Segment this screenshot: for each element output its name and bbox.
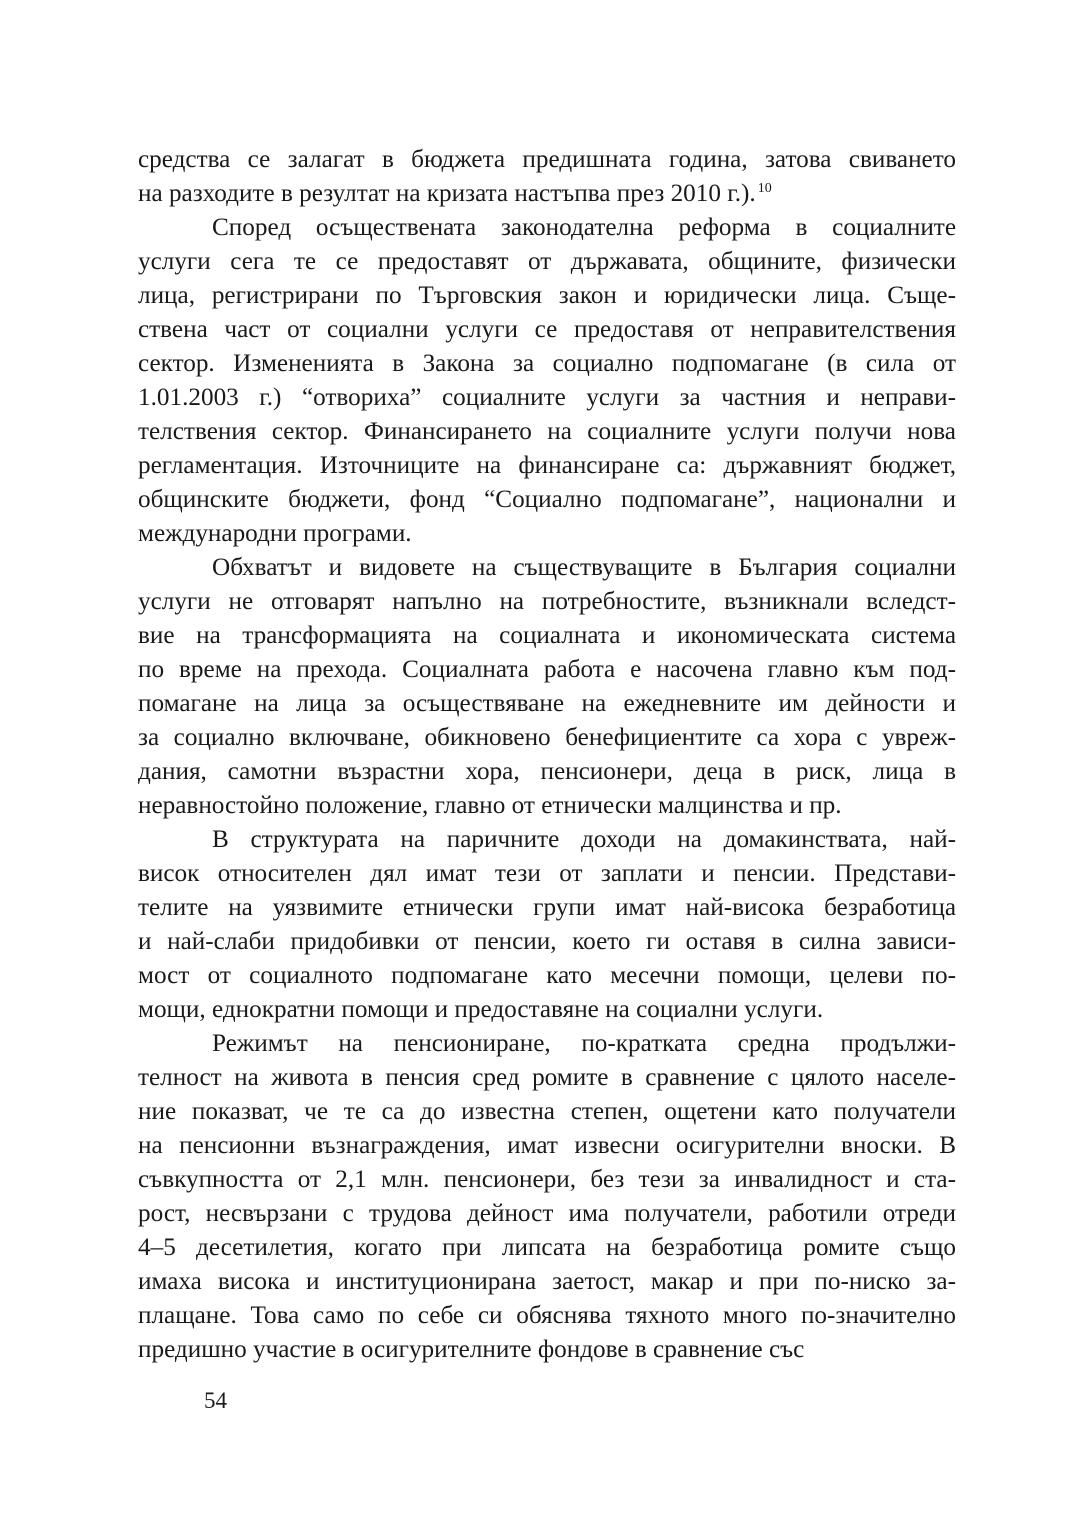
text-line: телите на уязвимите етнически групи имат най-висока безработица <box>138 894 956 921</box>
paragraph <box>138 143 956 211</box>
body-text <box>138 143 956 1367</box>
text-line: ние показват, че те са до известна степен, ощетени като получатели <box>138 1098 956 1125</box>
text-line: Според осъществената законодателна реформа в социалните <box>212 214 956 241</box>
text-line: регламентация. Източниците на финансиране са: държавният бюджет, <box>138 452 956 479</box>
text-line: на разходите в резултат на кризата настъпва през 2010 г.). $^{10}$ <box>138 180 772 207</box>
text-line: висок относителен дял имат тези от заплати и пенсии. Представи- <box>138 860 956 887</box>
paragraph <box>138 211 956 551</box>
text-line: дания, самотни възрастни хора, пенсионери, деца в риск, лица в <box>138 758 956 785</box>
text-line: рост, несвързани с трудова дейност има получатели, работили отреди <box>138 1200 956 1227</box>
text-line: телност на живота в пенсия сред ромите в сравнение с цялото населе- <box>138 1064 956 1091</box>
text-line: Обхватът и видовете на съществуващите в България социални <box>212 554 956 581</box>
text-line: за социално включване, обикновено бенефициентите са хора с увреж- <box>138 724 956 751</box>
text-line: съвкупността от 2,1 млн. пенсионери, без тези за инвалидност и ста- <box>138 1166 956 1193</box>
text-line: В структурата на паричните доходи на домакинствата, най- <box>212 826 956 853</box>
text-line: и най-слаби придобивки от пенсии, което ги оставя в силна зависи- <box>138 928 956 955</box>
text-line: средства се залагат в бюджета предишната година, затова свиването <box>138 146 956 173</box>
text-line: услуги не отговарят напълно на потребностите, възникнали вследст- <box>138 588 956 615</box>
footnote-ref: 10 <box>757 181 772 196</box>
text-line: по време на прехода. Социалната работа е насочена главно към под- <box>138 656 956 683</box>
paragraph <box>138 823 956 1027</box>
text-line: неравностойно положение, главно от етнически малцинства и пр. <box>138 792 842 819</box>
text-line: Режимът на пенсиониране, по-кратката средна продължи- <box>212 1030 956 1057</box>
text-line: услуги сега те се предоставят от държавата, общините, физически <box>138 248 956 275</box>
text-line: сектор. Измененията в Закона за социално подпомагане (в сила от <box>138 350 956 377</box>
text-line: плащане. Това само по себе си обяснява тяхното много по-значително <box>138 1302 956 1329</box>
text-line: предишно участие в осигурителните фондове в сравнение със <box>138 1336 805 1363</box>
text-line: на пенсионни възнаграждения, имат извесни осигурителни вноски. В <box>138 1132 956 1159</box>
text-line: 4–5 десетилетия, когато при липсата на безработица ромите също <box>138 1234 956 1261</box>
text-line: ствена част от социални услуги се предоставя от неправителствения <box>138 316 956 343</box>
text-line: мост от социалното подпомагане като месечни помощи, целеви по- <box>138 962 956 989</box>
paragraph <box>138 551 956 823</box>
text-line: лица, регистрирани по Търговския закон и юридически лица. Съще- <box>138 282 956 309</box>
text-line: мощи, еднократни помощи и предоставяне на социални услуги. <box>138 996 824 1023</box>
page-number: 54 <box>204 1388 227 1413</box>
text-line: телствения сектор. Финансирането на социалните услуги получи нова <box>138 418 956 445</box>
text-line: помагане на лица за осъществяване на ежедневните им дейности и <box>138 690 956 717</box>
paragraph <box>138 1027 956 1367</box>
text-line: вие на трансформацията на социалната и икономическата система <box>138 622 956 649</box>
text-line: международни програми. <box>138 520 412 547</box>
text-line: общинските бюджети, фонд “Социално подпомагане”, национални и <box>138 486 956 513</box>
text-line: имаха висока и институционирана заетост, макар и при по-ниско за- <box>138 1268 956 1295</box>
text-line: 1.01.2003 г.) “отвориха” социалните услуги за частния и неправи- <box>138 384 956 411</box>
